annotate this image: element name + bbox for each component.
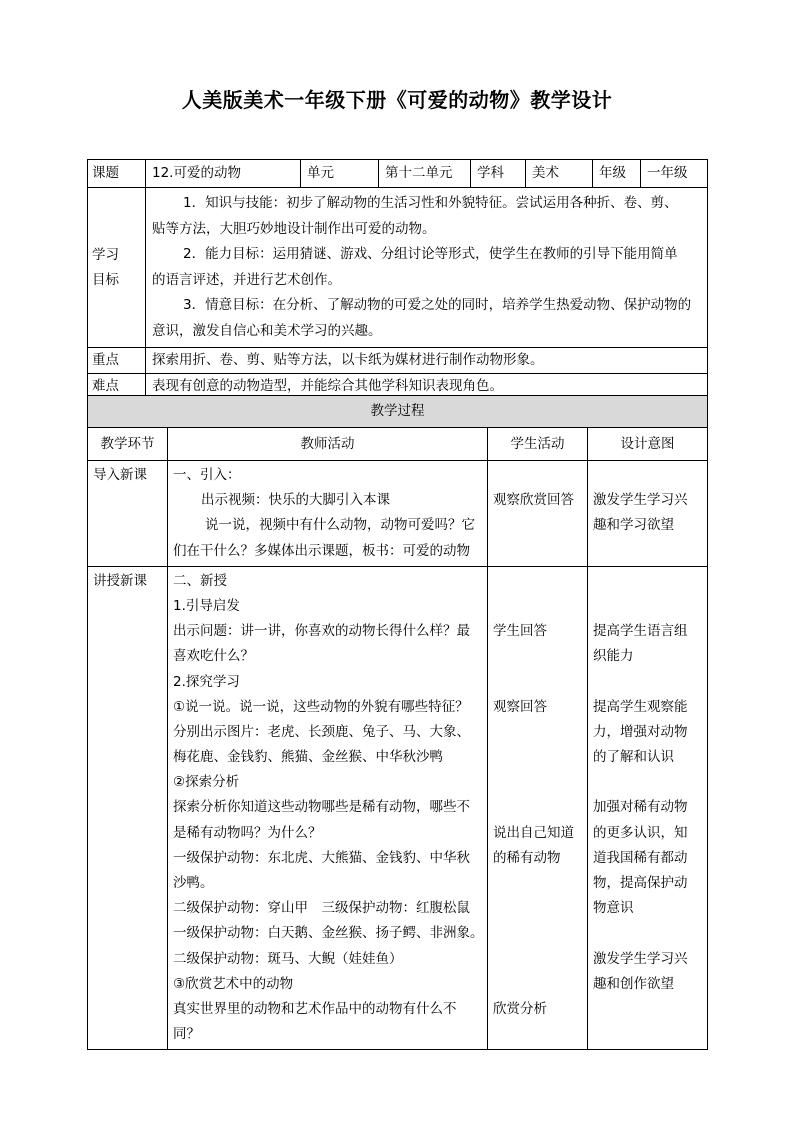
intent-line: 提高学生语言组 (593, 623, 688, 640)
teacher-intro (168, 461, 488, 567)
teacher-line: 一级保护动物：白天鹅、金丝猴、扬子鳄、非洲象。 (173, 925, 484, 942)
intent-line: 激发学生学习兴 (593, 950, 688, 967)
goal-line: 3．情意目标：在分析、了解动物的可爱之处的同时，培养学生热爱动物、保护动物的 (183, 297, 692, 313)
teacher-line: 们在干什么？多媒体出示课题，板书：可爱的动物 (173, 542, 470, 559)
teacher-line: 二级保护动物：穿山甲 三级保护动物：红腹松鼠 (173, 900, 470, 917)
teacher-line: 二级保护动物：斑马、大鲵（娃娃鱼） (173, 950, 403, 967)
student-line: 说出自己知道 (493, 824, 574, 841)
intent-line: 的了解和认识 (593, 749, 674, 766)
teacher-line: 分别出示图片：老虎、长颈鹿、兔子、马、大象、 (173, 723, 470, 740)
stage-teach: 讲授新课 (88, 566, 168, 1050)
teacher-line: 1.引导启发 (173, 597, 240, 614)
teacher-line: 沙鸭。 (173, 875, 214, 891)
intent-line: 加强对稀有动物 (593, 799, 688, 816)
process-section-title: 教学过程 (88, 396, 708, 428)
topic-value: 12.可爱的动物 (146, 160, 301, 188)
goals-label-line-2: 目标 (92, 271, 119, 288)
student-teach (488, 566, 588, 1050)
intent-line: 趣和学习欲望 (593, 517, 674, 534)
key-point-value: 探索用折、卷、剪、贴等方法，以卡纸为媒材进行制作动物形象。 (146, 348, 708, 374)
teacher-line: 二、新授 (173, 572, 227, 589)
table-row (88, 461, 708, 567)
goals-content (146, 188, 708, 348)
intent-line: 趣和创作欲望 (593, 975, 674, 992)
teacher-line: 喜欢吃什么？ (173, 648, 254, 665)
teacher-line: ①说一说。说一说，这些动物的外貌有哪些特征？ (173, 698, 469, 715)
teacher-line: 探索分析你知道这些动物哪些是稀有动物，哪些不 (173, 799, 470, 816)
intent-line: 的更多认识，知 (593, 824, 688, 841)
goal-line: 贴等方法，大胆巧妙地设计制作出可爱的动物。 (152, 220, 436, 237)
teacher-line: ②探索分析 (173, 774, 240, 791)
intent-line: 力，增强对动物 (593, 723, 688, 740)
topic-label: 课题 (88, 160, 146, 188)
subject-label: 学科 (471, 160, 526, 188)
grade-label: 年级 (593, 160, 641, 188)
teacher-line: 出示问题：讲一讲，你喜欢的动物长得什么样？最 (173, 623, 470, 640)
page-title: 人美版美术一年级下册《可爱的动物》教学设计 (181, 88, 613, 112)
goals-label (88, 188, 146, 348)
table-row (88, 566, 708, 1050)
lesson-info-table (87, 159, 708, 400)
teacher-line: 真实世界里的动物和艺术作品中的动物有什么不 (173, 1000, 457, 1017)
student-line: 的稀有动物 (493, 849, 561, 866)
teacher-line: 2.探究学习 (173, 673, 240, 690)
key-point-label: 重点 (88, 348, 146, 374)
student-intro (488, 461, 588, 567)
difficulty-value: 表现有创意的动物造型，并能综合其他学科知识表现角色。 (146, 374, 708, 400)
grade-value: 一年级 (641, 160, 708, 188)
goal-line: 2．能力目标：运用猜谜、游戏、分组讨论等形式，使学生在教师的引导下能用简单 (183, 246, 678, 262)
intent-line: 激发学生学习兴 (593, 492, 688, 508)
process-table (87, 395, 708, 1050)
intent-teach (588, 566, 708, 1050)
student-line: 学生回答 (493, 623, 547, 640)
header-intent: 设计意图 (588, 428, 708, 461)
goal-line: 意识，激发自信心和美术学习的兴趣。 (152, 322, 382, 339)
intent-line: 提高学生观察能 (593, 698, 688, 715)
intent-line: 道我国稀有都动 (593, 849, 688, 866)
intent-line: 织能力 (593, 648, 634, 665)
header-teacher: 教师活动 (168, 428, 488, 461)
header-student: 学生活动 (488, 428, 588, 461)
intent-line: 物意识 (593, 900, 634, 917)
teacher-teach (168, 566, 488, 1050)
teacher-line: 出示视频：快乐的大脚引入本课 (201, 492, 390, 509)
student-line: 观察回答 (493, 698, 547, 715)
difficulty-label: 难点 (88, 374, 146, 400)
unit-label: 单元 (301, 160, 379, 188)
teacher-line: ③欣赏艺术中的动物 (173, 975, 294, 992)
header-stage: 教学环节 (88, 428, 168, 461)
teacher-line: 是稀有动物吗？为什么？ (173, 824, 322, 841)
student-line: 观察欣赏回答 (493, 492, 574, 508)
student-line: 欣赏分析 (493, 1001, 547, 1018)
intent-intro (588, 461, 708, 567)
intent-line: 物，提高保护动 (593, 875, 688, 892)
teacher-line: 一级保护动物：东北虎、大熊猫、金钱豹、中华秋 (173, 849, 470, 866)
stage-intro: 导入新课 (88, 461, 168, 567)
goal-line: 1．知识与技能：初步了解动物的生活习性和外貌特征。尝试运用各种折、卷、剪、 (183, 195, 678, 211)
goal-line: 的语言评述，并进行艺术创作。 (152, 271, 341, 288)
teacher-line: 同？ (173, 1026, 200, 1043)
teacher-line: 说一说，视频中有什么动物，动物可爱吗？它 (205, 517, 475, 534)
subject-value: 美术 (526, 160, 593, 188)
teacher-line: 一、引入： (173, 467, 241, 483)
teacher-line: 梅花鹿、金钱豹、熊猫、金丝猴、中华秋沙鸭 (173, 749, 443, 766)
unit-value: 第十二单元 (379, 160, 471, 188)
goals-label-line-1: 学习 (92, 246, 119, 263)
